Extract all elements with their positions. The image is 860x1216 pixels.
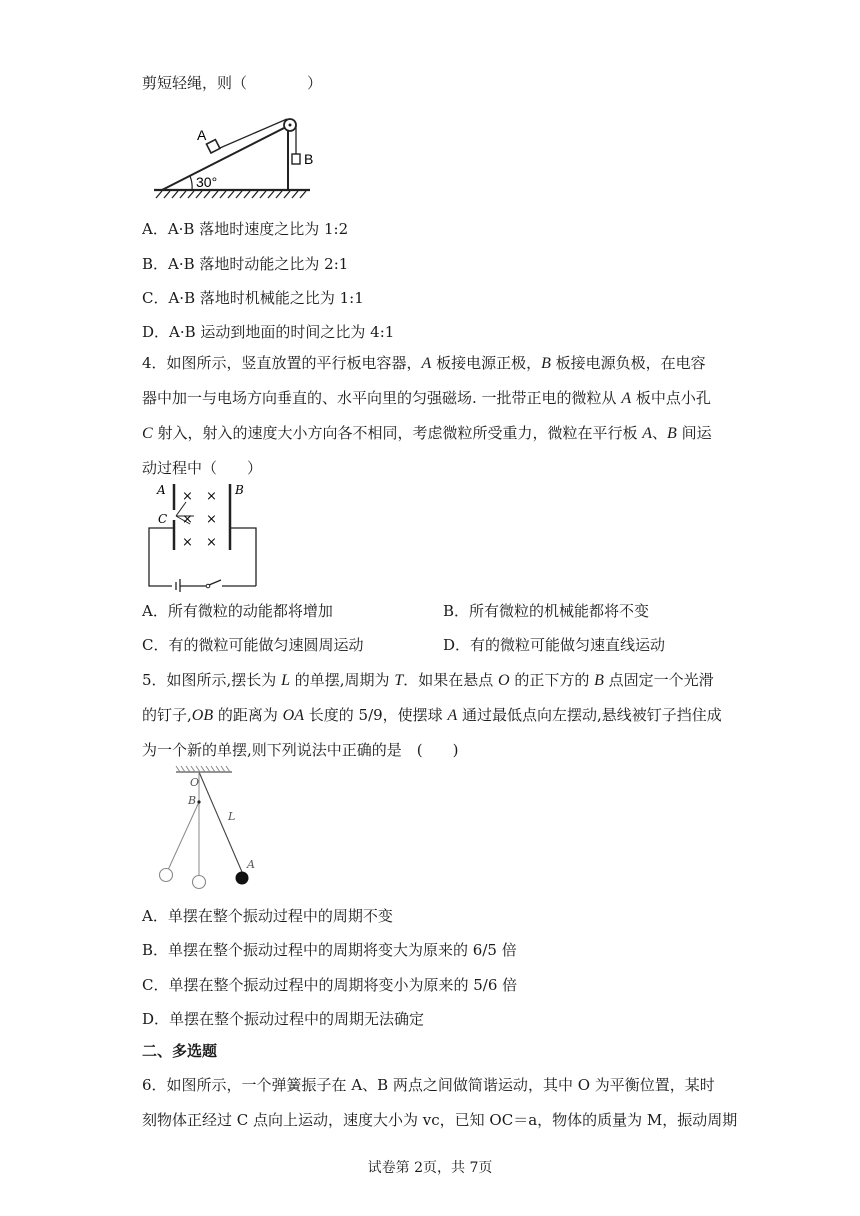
field-cross: × bbox=[206, 512, 217, 527]
capacitor-figure bbox=[146, 480, 266, 592]
block-a-label: A bbox=[197, 127, 207, 143]
q4-option-b: B．所有微粒的机械能都将不变 bbox=[443, 602, 650, 620]
field-cross: × bbox=[206, 489, 217, 504]
q3-option-a: A．A·B 落地时速度之比为 1:2 bbox=[142, 220, 349, 238]
q5-stem-line2: 的钉子,OB 的距离为 OA 长度的 5/9，使摆球 A 通过最低点向左摆动,悬线被钉子挡住成 bbox=[142, 706, 722, 724]
incline-figure bbox=[150, 108, 320, 208]
q4-option-d: D．有的微粒可能做匀速直线运动 bbox=[443, 636, 666, 654]
q5-option-a: A．单摆在整个振动过程中的周期不变 bbox=[142, 907, 393, 925]
length-l-label: L bbox=[228, 810, 236, 823]
ball-a-label: A bbox=[247, 858, 255, 871]
q4-stem-line4: 动过程中（ ） bbox=[142, 459, 263, 477]
field-cross: × bbox=[182, 512, 193, 527]
plate-a-label: A bbox=[157, 483, 166, 497]
page-footer: 试卷第 2页，共 7页 bbox=[367, 1160, 493, 1176]
q4-stem-line2: 器中加一与电场方向垂直的、水平向里的匀强磁场. 一批带正电的微粒从 A 板中点小孔 bbox=[142, 389, 711, 407]
q4-option-c: C．有的微粒可能做匀速圆周运动 bbox=[142, 636, 364, 654]
q3-option-c: C．A·B 落地时机械能之比为 1:1 bbox=[142, 289, 364, 307]
q5-option-b: B．单摆在整个振动过程中的周期将变大为原来的 6/5 倍 bbox=[142, 941, 517, 959]
plate-b-label: B bbox=[235, 483, 244, 497]
q4-stem-line1: 4．如图所示，竖直放置的平行板电容器，A 板接电源正极，B 板接电源负极，在电容 bbox=[142, 354, 706, 372]
q5-option-c: C．单摆在整个振动过程中的周期将变小为原来的 5/6 倍 bbox=[142, 976, 518, 994]
q5-option-d: D．单摆在整个振动过程中的周期无法确定 bbox=[142, 1010, 425, 1028]
q3-option-d: D．A·B 运动到地面的时间之比为 4:1 bbox=[142, 323, 395, 341]
pendulum-figure bbox=[150, 762, 260, 892]
field-cross: × bbox=[182, 535, 193, 550]
angle-label: 30° bbox=[196, 174, 218, 190]
q5-stem-line3: 为一个新的单摆,则下列说法中正确的是 ( ) bbox=[142, 741, 459, 759]
hole-c-label: C bbox=[158, 512, 168, 526]
field-cross: × bbox=[206, 535, 217, 550]
q6-stem-line1: 6．如图所示，一个弹簧振子在 A、B 两点之间做简谐运动，其中 O 为平衡位置，某时 bbox=[142, 1076, 715, 1094]
point-b-label: B bbox=[188, 794, 197, 807]
q5-stem-line1: 5．如图所示,摆长为 L 的单摆,周期为 T．如果在悬点 O 的正下方的 B 点固定一个光滑 bbox=[142, 671, 714, 689]
section-heading: 二、多选题 bbox=[142, 1042, 218, 1060]
q4-stem-line3: C 射入，射入的速度大小方向各不相同，考虑微粒所受重力，微粒在平行板 A、B 间运 bbox=[142, 424, 712, 442]
q4-option-a: A．所有微粒的动能都将增加 bbox=[142, 602, 333, 620]
point-o-label: O bbox=[190, 776, 200, 789]
q6-stem-line2: 刻物体正经过 C 点向上运动，速度大小为 vc，已知 OC＝a，物体的质量为 M，振动周期 bbox=[142, 1111, 738, 1129]
q3-option-b: B．A·B 落地时动能之比为 2:1 bbox=[142, 255, 349, 273]
q3-intro: 剪短轻绳，则（ ） bbox=[142, 74, 323, 92]
block-b-label: B bbox=[304, 151, 314, 167]
field-cross: × bbox=[182, 489, 193, 504]
